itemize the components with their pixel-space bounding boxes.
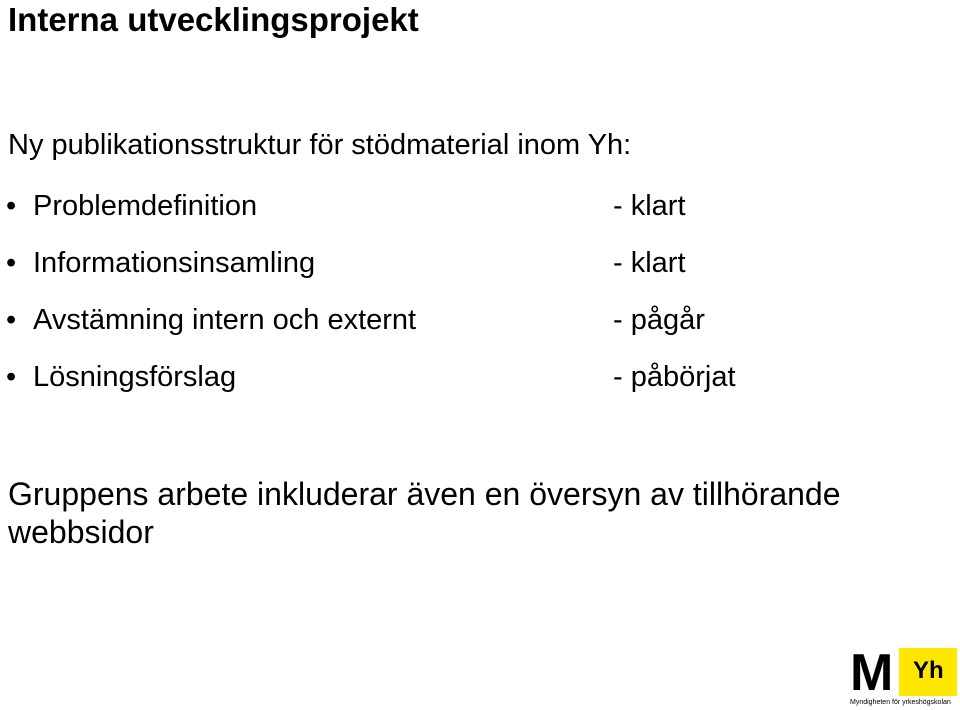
list-item xyxy=(0,243,960,300)
agency-logo xyxy=(850,644,957,707)
bullet-icon: • xyxy=(6,361,17,393)
list-item xyxy=(0,186,960,243)
list-item xyxy=(0,357,960,414)
logo-caption: Myndigheten för yrkeshögskolan xyxy=(850,699,951,706)
section-heading: Ny publikationsstruktur för stödmaterial inom Yh: xyxy=(8,129,632,161)
bullet-icon: • xyxy=(6,304,17,336)
logo-mark-m: M xyxy=(850,644,891,702)
list-item xyxy=(0,300,960,357)
item-status: - påbörjat xyxy=(613,361,736,393)
logo-mark-yh: Yh xyxy=(913,657,944,684)
summary-note: Gruppens arbete inkluderar även en översyn av tillhörande webbsidor xyxy=(8,476,841,550)
item-label: Avstämning intern och externt xyxy=(33,304,417,336)
item-status: - klart xyxy=(613,247,686,279)
item-label: Informationsinsamling xyxy=(33,247,316,279)
item-label: Problemdefinition xyxy=(33,190,258,222)
bullet-icon: • xyxy=(6,247,17,279)
bullet-icon: • xyxy=(6,190,17,222)
item-label: Lösningsförslag xyxy=(33,361,237,393)
item-status: - klart xyxy=(613,190,686,222)
page-title: Interna utvecklingsprojekt xyxy=(8,1,419,38)
status-list xyxy=(0,186,960,414)
item-status: - pågår xyxy=(613,304,705,336)
